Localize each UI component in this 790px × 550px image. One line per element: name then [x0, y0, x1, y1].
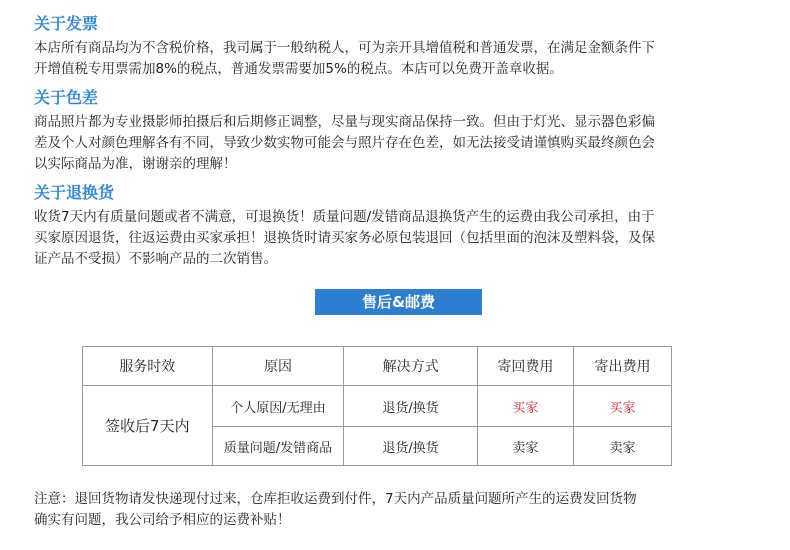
shipping-note	[34, 489, 637, 531]
invoice-paragraph	[34, 38, 762, 80]
header-send-fee: 寄出费用	[573, 347, 671, 386]
note-line: 确实有问题，我公司给予相应的运费补贴！	[34, 512, 291, 528]
invoice-heading: 关于发票	[34, 14, 99, 33]
note-line: 注意：退回货物请发快递现付过来，仓库拒收运费到付件，7天内产品质量问题所产生的运费发回货物	[34, 491, 637, 507]
header-solution: 解决方式	[344, 347, 478, 386]
returns-line: 收货7天内有质量问题或者不满意，可退换货！质量问题/发错商品退换货产生的运费由我公司承担，由于	[34, 209, 655, 225]
period-cell: 签收后7天内	[83, 386, 213, 466]
invoice-line: 本店所有商品均为不含税价格，我司属于一般纳税人，可为亲开具增值税和普通发票，在满足金额条件下	[34, 40, 655, 56]
header-period: 服务时效	[83, 347, 213, 386]
table-header-row	[83, 347, 672, 386]
header-reason: 原因	[212, 347, 344, 386]
color-line: 差及个人对颜色理解各有不同，导致少数实物可能会与照片存在色差，如无法接受请谨慎购买最终颜色会	[34, 135, 655, 151]
after-sales-table	[82, 346, 672, 466]
color-line: 以实际商品为准，谢谢亲的理解！	[34, 156, 237, 172]
returns-heading: 关于退换货	[34, 183, 115, 202]
reason-cell: 个人原因/无理由	[212, 386, 344, 427]
color-paragraph	[34, 112, 762, 175]
invoice-line: 开增值税专用票需加8%的税点，普通发票需要加5%的税点。本店可以免费开盖章收据。	[34, 61, 563, 77]
solution-cell: 退货/换货	[344, 427, 478, 466]
after-sales-banner: 售后&邮费	[315, 289, 482, 315]
reason-cell: 质量问题/发错商品	[212, 427, 344, 466]
return-fee-cell: 卖家	[477, 427, 573, 466]
returns-line: 买家原因退货，往返运费由买家承担！退换货时请买家务必原包装退回（包括里面的泡沫及塑料袋，及保	[34, 230, 655, 246]
solution-cell: 退货/换货	[344, 386, 478, 427]
return-fee-cell: 买家	[477, 386, 573, 427]
send-fee-cell: 买家	[573, 386, 671, 427]
header-return-fee: 寄回费用	[477, 347, 573, 386]
table-row	[83, 386, 672, 427]
color-line: 商品照片都为专业摄影师拍摄后和后期修正调整，尽量与现实商品保持一致。但由于灯光、显示器色彩偏	[34, 114, 655, 130]
send-fee-cell: 卖家	[573, 427, 671, 466]
color-heading: 关于色差	[34, 88, 99, 107]
returns-paragraph	[34, 207, 762, 270]
returns-line: 证产品不受损）不影响产品的二次销售。	[34, 251, 277, 267]
